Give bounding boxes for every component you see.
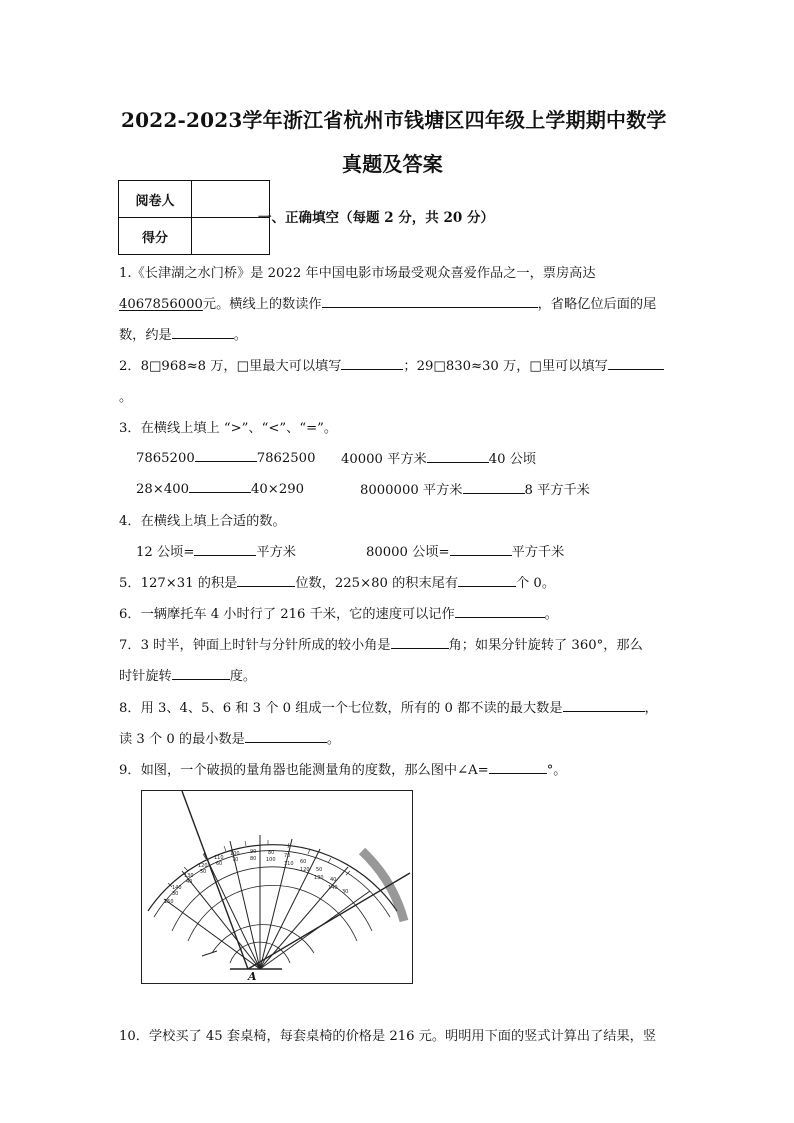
q8-text: ，	[644, 701, 658, 716]
q4-left: 80000 公顷=	[366, 545, 450, 560]
q3-left: 28×400	[136, 482, 190, 497]
section-heading: 一、正确填空（每题 2 分，共 20 分）	[258, 210, 494, 226]
svg-text:50: 50	[316, 867, 323, 873]
q2-text: 2．8□968≈8 万，□里最大可以填写	[119, 359, 342, 374]
q1-text-end: ，省略亿位后面的尾	[537, 297, 657, 312]
q5-text: 位数，225×80 的积末尾有	[295, 576, 459, 591]
q3-stem: 3．在横线上填上 “>”、“<”、“=”。	[119, 421, 338, 436]
q7-text: 时针旋转	[119, 669, 172, 684]
q1-blank-reading[interactable]	[322, 294, 538, 308]
q3-right: 40 公顷	[488, 452, 537, 467]
q2-blank-2[interactable]	[608, 356, 664, 370]
score-table	[118, 180, 270, 255]
q3-blank[interactable]	[427, 449, 489, 463]
q6-text: 。	[544, 607, 558, 622]
svg-text:30: 30	[172, 891, 179, 897]
q7-text: 角；如果分针旋转了 360°，那么	[448, 638, 643, 653]
q7-text: 7．3 时半，钟面上时针与分针所成的较小角是	[119, 638, 391, 653]
svg-text:140: 140	[328, 885, 338, 891]
q1-text: 数，约是	[119, 328, 172, 343]
q4-blank[interactable]	[450, 542, 512, 556]
svg-text:90: 90	[250, 849, 257, 855]
svg-text:60: 60	[216, 861, 223, 867]
q9-text: °。	[546, 763, 567, 778]
svg-text:40: 40	[186, 879, 193, 885]
q3-blank[interactable]	[189, 479, 251, 493]
q5-text: 个 0。	[516, 576, 556, 591]
q1-text: 元。横线上的数读作	[202, 297, 322, 312]
q2-line2: 。	[119, 390, 133, 405]
svg-text:40: 40	[330, 877, 337, 883]
svg-text:30: 30	[342, 889, 349, 895]
q8-line1	[119, 697, 658, 716]
q5-blank-1[interactable]	[237, 573, 295, 587]
q3-blank[interactable]	[463, 480, 525, 494]
svg-text:130: 130	[314, 875, 324, 881]
svg-text:70: 70	[232, 857, 239, 863]
q5-blank-2[interactable]	[458, 573, 516, 587]
q1-line2	[119, 293, 656, 312]
q8-line2	[119, 728, 340, 747]
protractor-figure	[141, 790, 413, 984]
protractor-diagram	[142, 791, 412, 983]
svg-text:100: 100	[266, 857, 276, 863]
q8-blank-2[interactable]	[245, 729, 327, 743]
q4-blank[interactable]	[194, 542, 256, 556]
q2-text: ；29□830≈30 万，□里可以填写	[403, 359, 608, 374]
q8-text: 读 3 个 0 的最小数是	[119, 732, 245, 747]
q2-blank-1[interactable]	[341, 356, 403, 370]
q3-left: 7865200	[136, 451, 195, 466]
q8-text: 8．用 3、4、5、6 和 3 个 0 组成一个七位数，所有的 0 都不读的最大数是	[119, 701, 563, 716]
q8-text: 。	[326, 732, 341, 747]
q7-blank-2[interactable]	[172, 666, 230, 680]
svg-text:80: 80	[250, 856, 257, 862]
document-title-line1: 2022-2023学年浙江省杭州市钱塘区四年级上学期期中数学	[121, 108, 667, 132]
score-label: 得分	[119, 218, 192, 255]
reviewer-label: 阅卷人	[119, 181, 192, 218]
svg-text:110: 110	[214, 855, 224, 861]
q3-item	[341, 448, 536, 467]
svg-text:130: 130	[184, 873, 194, 879]
q3-left: 8000000 平方米	[360, 483, 463, 498]
q1-number: 4067856000	[119, 297, 203, 312]
q9-blank[interactable]	[489, 760, 547, 774]
q4-stem: 4．在横线上填上合适的数。	[119, 514, 286, 529]
q3-left: 40000 平方米	[341, 452, 427, 467]
q1-text-end: 。	[233, 328, 247, 343]
q6-blank[interactable]	[455, 604, 545, 618]
svg-text:140: 140	[172, 885, 182, 891]
q7-text: 度。	[229, 669, 257, 684]
q3-blank[interactable]	[195, 448, 257, 462]
svg-text:150: 150	[164, 899, 174, 905]
q3-item	[136, 479, 304, 497]
q4-right: 平方千米	[511, 545, 565, 560]
svg-text:110: 110	[284, 861, 294, 867]
document-title-line2: 真题及答案	[342, 152, 443, 176]
q4-left: 12 公顷=	[136, 545, 195, 560]
q3-right: 7862500	[256, 451, 316, 466]
q3-right: 8 平方千米	[524, 483, 590, 498]
q9-text: 9．如图，一个破损的量角器也能测量角的度数，那么图中∠A=	[119, 763, 489, 778]
q4-item	[366, 541, 564, 560]
q9-line	[119, 759, 566, 778]
q4-right: 平方米	[256, 545, 296, 560]
q8-blank-1[interactable]	[563, 698, 645, 712]
q7-line1	[119, 634, 643, 653]
q6-line	[119, 603, 558, 622]
q2-line1	[119, 355, 664, 374]
q3-item	[360, 479, 590, 498]
svg-text:70: 70	[284, 853, 291, 859]
svg-text:120: 120	[300, 867, 310, 873]
q3-item	[136, 448, 315, 466]
svg-text:50: 50	[200, 869, 207, 875]
q7-line2	[119, 665, 256, 684]
q5-text: 5．127×31 的积是	[119, 576, 238, 591]
q3-right: 40×290	[251, 482, 305, 497]
vertex-label: A	[248, 970, 257, 983]
q6-text: 6．一辆摩托车 4 小时行了 216 千米，它的速度可以记作	[119, 607, 455, 622]
svg-text:120: 120	[198, 863, 208, 869]
svg-text:100: 100	[230, 851, 240, 857]
q4-item	[136, 541, 296, 560]
q7-blank-1[interactable]	[391, 635, 449, 649]
svg-text:80: 80	[268, 850, 275, 856]
q10-line1: 10．学校买了 45 套桌椅，每套桌椅的价格是 216 元。明明用下面的竖式计算出了结果，竖	[119, 1029, 657, 1044]
svg-text:60: 60	[300, 859, 307, 865]
q1-line3	[119, 324, 247, 343]
q1-blank-approx[interactable]	[172, 325, 234, 339]
q1-line1: 1.《长津湖之水门桥》是 2022 年中国电影市场最受观众喜爱作品之一，票房高达	[119, 266, 596, 281]
q5-line	[119, 572, 555, 591]
